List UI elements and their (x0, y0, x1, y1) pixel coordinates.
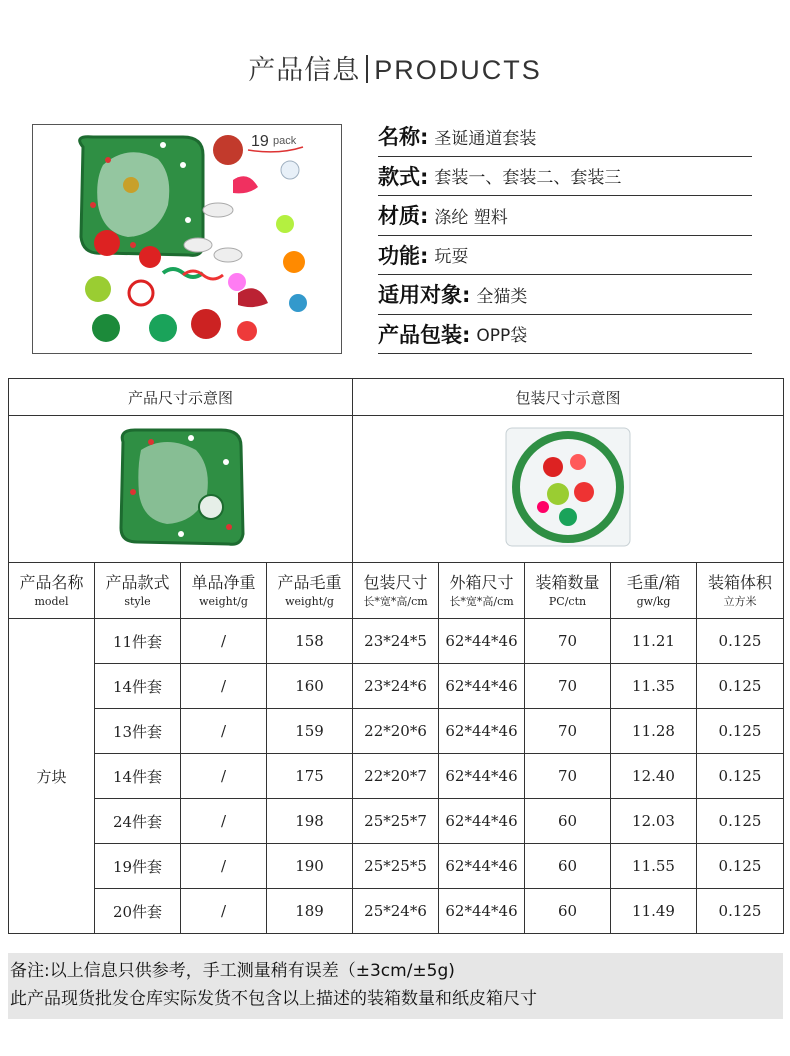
note-line-2: 此产品现货批发仓库实际发货不包含以上描述的装箱数量和纸皮箱尺寸 (10, 989, 537, 1009)
cell-carton-qty: 60 (525, 844, 611, 889)
cell-package-size: 25*24*6 (353, 889, 439, 934)
info-row-function (378, 236, 752, 276)
cell-style: 14件套 (95, 664, 181, 709)
table-row (9, 619, 784, 664)
product-diagram-cell (9, 416, 353, 563)
page-title (0, 48, 790, 87)
cell-carton-volume: 0.125 (697, 844, 784, 889)
info-row-style (378, 157, 752, 197)
cell-style: 14件套 (95, 754, 181, 799)
cell-gross-weight: 160 (267, 664, 353, 709)
cell-style: 13件套 (95, 709, 181, 754)
col-header-gross-weight: 产品毛重 weight/g (267, 563, 353, 619)
cell-carton-size: 62*44*46 (439, 799, 525, 844)
table-row (9, 754, 784, 799)
info-value: 套装一、套装二、套装三 (434, 168, 622, 189)
cell-style: 20件套 (95, 889, 181, 934)
title-divider (366, 55, 368, 83)
cell-carton-weight: 12.03 (611, 799, 697, 844)
cell-net-weight: / (181, 619, 267, 664)
cell-carton-size: 62*44*46 (439, 619, 525, 664)
info-value: 全猫类 (476, 286, 528, 307)
col-header-carton-size: 外箱尺寸 长*宽*高/cm (439, 563, 525, 619)
cell-carton-size: 62*44*46 (439, 709, 525, 754)
cell-gross-weight: 198 (267, 799, 353, 844)
cell-package-size: 22*20*7 (353, 754, 439, 799)
cell-package-size: 23*24*5 (353, 619, 439, 664)
info-key: 款式: (378, 164, 429, 189)
model-cell: 方块 (9, 619, 95, 934)
package-illustration (498, 422, 638, 552)
col-header-style: 产品款式 style (95, 563, 181, 619)
table-row (9, 664, 784, 709)
cell-carton-qty: 60 (525, 889, 611, 934)
cell-carton-weight: 11.28 (611, 709, 697, 754)
col-header-carton-weight: 毛重/箱 gw/kg (611, 563, 697, 619)
cell-package-size: 25*25*5 (353, 844, 439, 889)
cell-carton-weight: 11.55 (611, 844, 697, 889)
table-row (9, 844, 784, 889)
col-header-net-weight: 单品净重 weight/g (181, 563, 267, 619)
product-photo-illustration (33, 125, 341, 353)
cell-carton-qty: 70 (525, 664, 611, 709)
note-line-1: 备注:以上信息只供参考，手工测量稍有误差（±3cm/±5g) (10, 961, 455, 981)
table-row (9, 799, 784, 844)
cell-style: 24件套 (95, 799, 181, 844)
cell-carton-size: 62*44*46 (439, 844, 525, 889)
cell-net-weight: / (181, 844, 267, 889)
product-info-list (378, 117, 752, 354)
cell-carton-volume: 0.125 (697, 799, 784, 844)
col-header-package-size: 包装尺寸 长*宽*高/cm (353, 563, 439, 619)
info-value: 圣诞通道套装 (434, 128, 537, 149)
info-key: 名称: (378, 125, 429, 150)
cell-carton-size: 62*44*46 (439, 754, 525, 799)
cell-gross-weight: 159 (267, 709, 353, 754)
cell-carton-size: 62*44*46 (439, 889, 525, 934)
cell-carton-qty: 70 (525, 754, 611, 799)
cell-gross-weight: 189 (267, 889, 353, 934)
info-key: 产品包装: (378, 322, 471, 347)
product-photo (32, 124, 342, 354)
cell-carton-qty: 60 (525, 799, 611, 844)
pack-unit: pack (273, 135, 297, 147)
info-row-material (378, 196, 752, 236)
spec-table (8, 378, 784, 934)
notes-box (8, 953, 783, 1019)
title-en: PRODUCTS (374, 55, 542, 85)
cell-net-weight: / (181, 799, 267, 844)
package-diagram-heading: 包装尺寸示意图 (353, 379, 784, 416)
cell-carton-size: 62*44*46 (439, 664, 525, 709)
cell-gross-weight: 158 (267, 619, 353, 664)
cell-carton-weight: 11.21 (611, 619, 697, 664)
cell-net-weight: / (181, 709, 267, 754)
cell-carton-weight: 12.40 (611, 754, 697, 799)
cell-carton-qty: 70 (525, 709, 611, 754)
cell-carton-volume: 0.125 (697, 619, 784, 664)
info-row-target (378, 275, 752, 315)
info-value: 玩耍 (434, 247, 469, 268)
tunnel-illustration (111, 422, 251, 552)
col-header-model: 产品名称 model (9, 563, 95, 619)
cell-carton-volume: 0.125 (697, 889, 784, 934)
info-key: 材质: (378, 204, 429, 229)
pack-count: 19 (251, 133, 269, 150)
cell-carton-volume: 0.125 (697, 754, 784, 799)
cell-carton-volume: 0.125 (697, 664, 784, 709)
cell-gross-weight: 175 (267, 754, 353, 799)
col-header-carton-volume: 装箱体积 立方米 (697, 563, 784, 619)
cell-carton-weight: 11.49 (611, 889, 697, 934)
info-key: 功能: (378, 243, 429, 268)
table-row (9, 889, 784, 934)
info-value: OPP袋 (476, 326, 528, 347)
info-key: 适用对象: (378, 283, 471, 308)
cell-style: 11件套 (95, 619, 181, 664)
info-value: 涤纶 塑料 (434, 207, 508, 228)
cell-package-size: 22*20*6 (353, 709, 439, 754)
info-row-packaging (378, 315, 752, 355)
cell-carton-qty: 70 (525, 619, 611, 664)
cell-net-weight: / (181, 754, 267, 799)
cell-package-size: 23*24*6 (353, 664, 439, 709)
cell-carton-weight: 11.35 (611, 664, 697, 709)
table-row (9, 709, 784, 754)
package-diagram-cell (353, 416, 784, 563)
title-cn: 产品信息 (248, 55, 361, 86)
info-row-name (378, 117, 752, 157)
cell-package-size: 25*25*7 (353, 799, 439, 844)
cell-carton-volume: 0.125 (697, 709, 784, 754)
cell-net-weight: / (181, 889, 267, 934)
cell-net-weight: / (181, 664, 267, 709)
cell-gross-weight: 190 (267, 844, 353, 889)
cell-style: 19件套 (95, 844, 181, 889)
col-header-carton-qty: 装箱数量 PC/ctn (525, 563, 611, 619)
product-diagram-heading: 产品尺寸示意图 (9, 379, 353, 416)
